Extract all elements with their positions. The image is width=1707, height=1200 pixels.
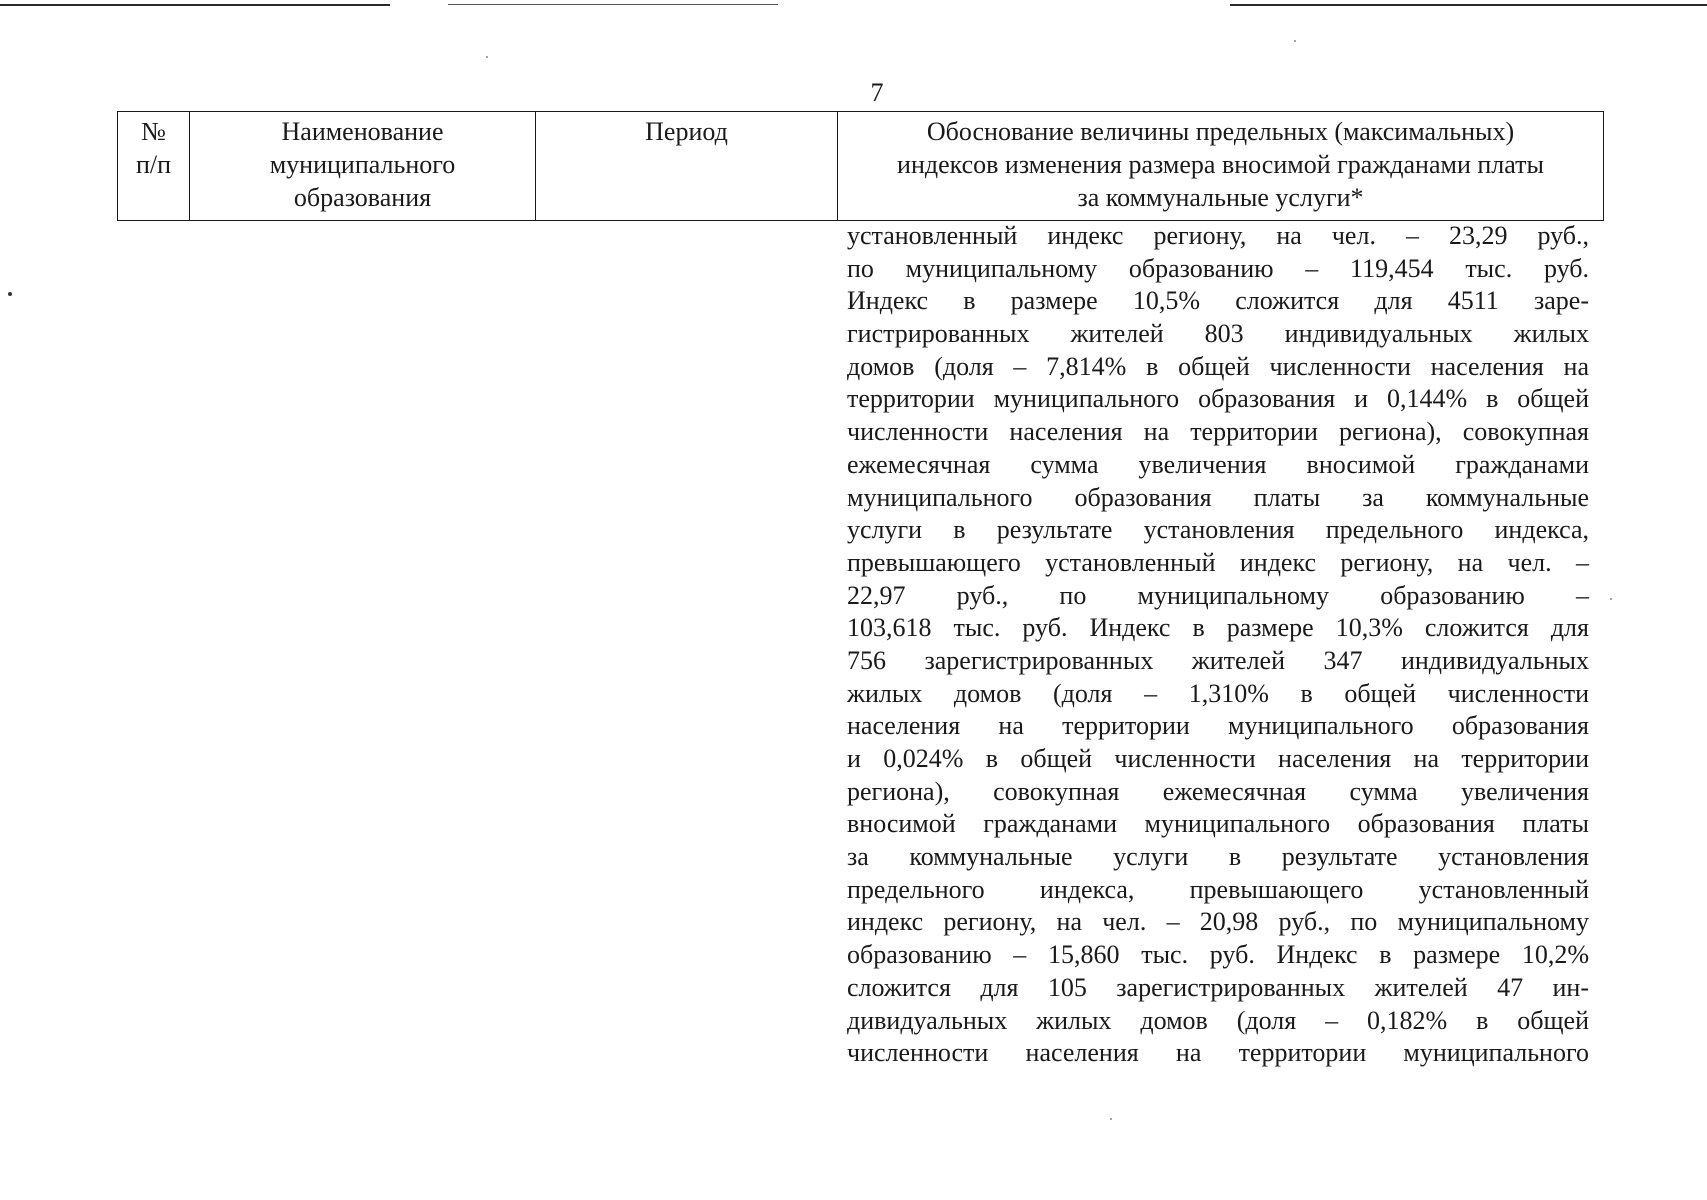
header-cell-justification xyxy=(838,112,1603,220)
text-line: территории муниципального образования и 0,144% в общей xyxy=(847,384,1589,414)
header-cell-period xyxy=(536,112,838,220)
text-line: и 0,024% в общей численности населения на территории xyxy=(847,744,1589,773)
text-line: жилых домов (доля – 1,310% в общей численности xyxy=(847,678,1589,708)
header-text-line: муниципального xyxy=(269,150,456,179)
text-line: 756 зарегистрированных жителей 347 индивидуальных xyxy=(847,645,1589,675)
text-line: индекс региону, на чел. – 20,98 руб., по муниципальному xyxy=(847,907,1589,937)
header-cell-municipality-name xyxy=(190,112,536,220)
text-line: сложится для 105 зарегистрированных жителей 47 ин- xyxy=(847,972,1589,1002)
scan-edge-line xyxy=(448,4,778,5)
scan-speck xyxy=(1110,1118,1112,1120)
page-number: 7 xyxy=(870,78,884,107)
scan-speck xyxy=(486,56,488,58)
scan-speck xyxy=(1610,598,1612,600)
text-line: численности населения на территории региона), совокупная xyxy=(847,417,1589,447)
table-header xyxy=(117,111,1604,221)
text-line: 103,618 тыс. руб. Индекс в размере 10,3% сложится для xyxy=(847,613,1589,643)
scan-edge-line xyxy=(1230,4,1707,6)
text-line: 22,97 руб., по муниципальному образованию – xyxy=(847,580,1589,610)
text-line: за коммунальные услуги в результате установления xyxy=(847,842,1589,872)
text-line: предельного индекса, превышающего установленный xyxy=(847,874,1589,904)
text-line: услуги в результате установления предельного индекса, xyxy=(847,515,1589,545)
text-line: населения на территории муниципального образования xyxy=(847,711,1589,741)
text-line: региона), совокупная ежемесячная сумма увеличения xyxy=(847,776,1589,806)
text-line: муниципального образования платы за коммунальные xyxy=(847,482,1589,512)
text-line: ежемесячная сумма увеличения вносимой гражданами xyxy=(847,449,1589,479)
header-text-line: за коммунальные услуги* xyxy=(1077,183,1364,212)
justification-text xyxy=(847,220,1589,1070)
text-line: дивидуальных жилых домов (доля – 0,182% в общей xyxy=(847,1005,1589,1035)
text-line: домов (доля – 7,814% в общей численности населения на xyxy=(847,351,1589,381)
scan-speck xyxy=(1294,40,1296,42)
header-text-line: Период xyxy=(645,117,728,146)
header-cell-number xyxy=(118,112,190,220)
header-text-line: образования xyxy=(293,183,432,212)
text-line: превышающего установленный индекс региону, на чел. – xyxy=(847,547,1589,577)
header-text-line: Наименование xyxy=(281,117,444,146)
scan-speck xyxy=(8,292,12,296)
text-line: образованию – 15,860 тыс. руб. Индекс в размере 10,2% xyxy=(847,940,1589,970)
scan-edge-line xyxy=(0,4,390,6)
text-line: численности населения на территории муниципального xyxy=(847,1038,1589,1068)
text-line: Индекс в размере 10,5% сложится для 4511 заре- xyxy=(847,286,1589,316)
text-line: гистрированных жителей 803 индивидуальных жилых xyxy=(847,319,1589,349)
header-text-line: п/п xyxy=(135,150,172,179)
text-line: по муниципальному образованию – 119,454 тыс. руб. xyxy=(847,253,1589,283)
text-line: установленный индекс региону, на чел. – 23,29 руб., xyxy=(847,221,1589,250)
header-text-line: индексов изменения размера вносимой гражданами платы xyxy=(897,150,1544,179)
header-text-line: Обоснование величины предельных (максимальных) xyxy=(926,117,1515,146)
header-text-line: № xyxy=(141,117,166,146)
text-line: вносимой гражданами муниципального образования платы xyxy=(847,809,1589,839)
